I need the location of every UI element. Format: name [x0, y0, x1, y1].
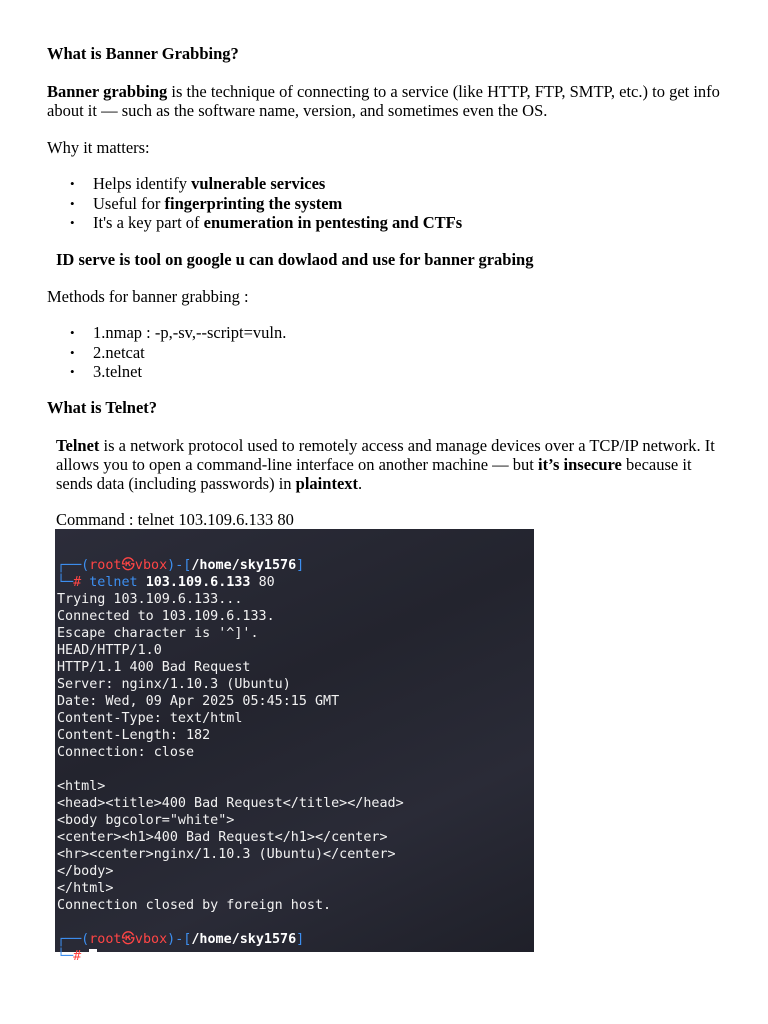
terminal-output-line: Content-Type: text/html	[57, 711, 243, 726]
heading-banner-grabbing: What is Banner Grabbing?	[47, 44, 239, 63]
terminal-prompt: ┌──(root㉿vbox)-[/home/sky1576]	[57, 558, 305, 573]
terminal-output-line: <center><h1>400 Bad Request</h1></center>	[57, 830, 388, 845]
terminal-output-line: </body>	[57, 864, 114, 879]
why-list	[47, 174, 737, 233]
terminal-output-line: Connected to 103.109.6.133.	[57, 609, 275, 624]
terminal-prompt-2: ┌──(root㉿vbox)-[/home/sky1576]	[57, 932, 305, 947]
list-item: • Helps identify vulnerable services	[47, 174, 737, 194]
paragraph-banner-definition	[47, 82, 737, 120]
terminal-output-line	[57, 914, 404, 931]
list-item: • 3.telnet	[47, 362, 737, 382]
terminal-output-line: Server: nginx/1.10.3 (Ubuntu)	[57, 677, 291, 692]
terminal-screenshot	[55, 529, 534, 964]
terminal-output-line: Content-Length: 182	[57, 728, 211, 743]
definition-text: is the technique of connecting to a service (like HTTP, FTP, SMTP, etc.) to get info about it — such as the software name, version, and sometimes even the OS.	[47, 82, 720, 120]
terminal-output-line	[57, 761, 404, 778]
terminal-output-line: Escape character is '^]'.	[57, 626, 259, 641]
list-item: • Useful for fingerprinting the system	[47, 194, 737, 214]
terminal-output-line: <hr><center>nginx/1.10.3 (Ubuntu)</center>	[57, 847, 396, 862]
paragraph-telnet-definition: Telnet is a network protocol used to remotely access and manage devices over a TCP/IP network. It allows you to open a command-line interface on another machine — but it’s insecure because it sends data (including passwords) in plaintext.	[56, 436, 715, 493]
terminal-output-line: Date: Wed, 09 Apr 2025 05:45:15 GMT	[57, 694, 340, 709]
methods-label: Methods for banner grabbing :	[47, 287, 249, 306]
term-banner-grabbing: Banner grabbing	[47, 82, 168, 101]
terminal-output-line: Trying 103.109.6.133...	[57, 592, 243, 607]
terminal-output-line: <head><title>400 Bad Request</title></head>	[57, 796, 404, 811]
cursor-icon	[89, 949, 97, 962]
terminal-output-line: HTTP/1.1 400 Bad Request	[57, 660, 251, 675]
idserve-note: ID serve is tool on google u can dowlaod and use for banner grabing	[56, 250, 534, 269]
command-line-text: Command : telnet 103.109.6.133 80	[56, 510, 294, 529]
terminal-cursor-line: └─#	[57, 948, 404, 965]
terminal-output-line: Connection closed by foreign host.	[57, 898, 332, 913]
terminal-output-line: Connection: close	[57, 745, 195, 760]
methods-list	[47, 323, 737, 382]
terminal-output-line: HEAD/HTTP/1.0	[57, 643, 162, 658]
terminal-output-line: <body bgcolor="white">	[57, 813, 235, 828]
terminal-output-line: <html>	[57, 779, 106, 794]
list-item: • It's a key part of enumeration in pentesting and CTFs	[47, 213, 737, 233]
why-label: Why it matters:	[47, 138, 150, 157]
list-item: • 2.netcat	[47, 343, 737, 363]
heading-telnet: What is Telnet?	[47, 398, 158, 417]
terminal-command: └─# telnet 103.109.6.133 80	[57, 575, 275, 590]
list-item: • 1.nmap : -p,-sv,--script=vuln.	[47, 323, 737, 343]
terminal-output-line: </html>	[57, 881, 114, 896]
